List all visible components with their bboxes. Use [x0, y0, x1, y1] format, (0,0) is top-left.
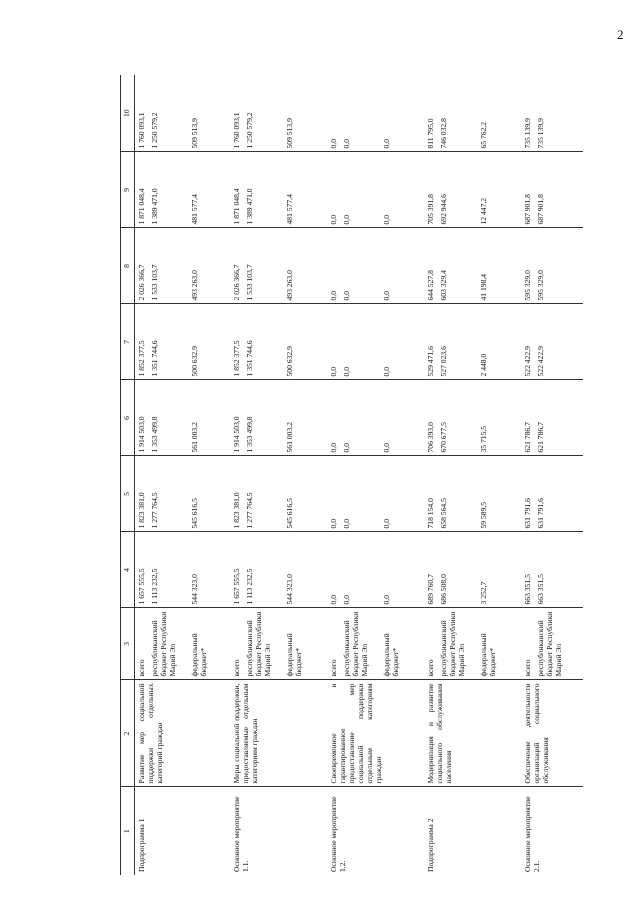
column-header: 10 [121, 75, 135, 152]
budget-table [120, 75, 583, 875]
funding-source: федеральный бюджет* [478, 633, 497, 677]
amount: 1 113 232,5 [150, 568, 159, 605]
amount: 522 422,9 [535, 346, 545, 377]
table-row [327, 75, 424, 875]
column-header: 6 [121, 380, 135, 456]
amount: 1 250 579,2 [150, 112, 159, 149]
amount: 1 389 471,0 [244, 188, 254, 225]
amount: 509 513,9 [190, 118, 199, 149]
value-cell [521, 532, 583, 608]
amount: 1 351 744,6 [244, 340, 254, 377]
amount: 811 795,0 [425, 118, 435, 149]
column-header: 3 [121, 608, 135, 680]
value-cell [327, 304, 424, 380]
column-header: 4 [121, 532, 135, 608]
amount: 1 277 764,5 [150, 492, 159, 529]
amount: 481 577,4 [190, 194, 199, 225]
amount: 692 944,6 [438, 194, 448, 225]
amount: 0,0 [328, 367, 338, 377]
funding-source-cell [327, 608, 424, 680]
amount: 0,0 [341, 367, 351, 377]
amount: 65 762,2 [478, 121, 488, 149]
amount: 1 914 503,0 [231, 416, 241, 453]
amount: 706 393,0 [425, 422, 435, 453]
value-cell [230, 152, 327, 228]
table-header-row [121, 75, 135, 875]
amount: 544 323,0 [190, 574, 199, 605]
amount: 0,0 [381, 215, 391, 225]
value-cell [424, 380, 521, 456]
amount: 1 823 381,0 [137, 492, 146, 529]
amount: 1 760 093,1 [137, 112, 146, 149]
amount: 0,0 [381, 519, 391, 529]
amount: 545 616,5 [190, 498, 199, 529]
amount: 0,0 [341, 595, 351, 605]
amount: 1 657 555,5 [231, 568, 241, 605]
amount: 2 026 366,7 [231, 264, 241, 301]
amount: 2 026 366,7 [137, 264, 146, 301]
amount: 1 353 499,8 [150, 416, 159, 453]
amount: 631 791,6 [535, 498, 545, 529]
value-cell [135, 456, 230, 532]
amount: 1 250 579,2 [244, 112, 254, 149]
amount: 663 351,5 [522, 574, 532, 605]
amount: 1 113 232,5 [244, 568, 254, 605]
column-header: 8 [121, 228, 135, 304]
amount: 527 023,6 [438, 346, 448, 377]
amount: 631 791,6 [522, 498, 532, 529]
column-header: 7 [121, 304, 135, 380]
value-cell [327, 228, 424, 304]
section-cell: Подпрограмма 1 [137, 818, 146, 872]
value-cell [135, 152, 230, 228]
funding-source: республиканский бюджет Республики Марий Эл [341, 611, 369, 677]
amount: 35 715,5 [478, 425, 488, 453]
amount: 0,0 [381, 367, 391, 377]
value-cell [424, 456, 521, 532]
funding-source: республиканский бюджет Республики Марий Эл [150, 611, 177, 677]
value-cell [521, 304, 583, 380]
amount: 1 760 093,1 [231, 112, 241, 149]
amount: 746 032,8 [438, 118, 448, 149]
value-cell [424, 228, 521, 304]
amount: 1 852 377,5 [137, 340, 146, 377]
amount: 687 901,8 [522, 194, 532, 225]
amount: 1 351 744,6 [150, 340, 159, 377]
amount: 1 871 048,4 [137, 188, 146, 225]
amount: 529 471,6 [425, 346, 435, 377]
value-cell [521, 228, 583, 304]
column-header: 5 [121, 456, 135, 532]
funding-source: республиканский бюджет Республики Марий Эл [438, 611, 466, 677]
value-cell [521, 152, 583, 228]
amount: 0,0 [328, 443, 338, 453]
funding-source-cell [230, 608, 327, 680]
amount: 0,0 [341, 291, 351, 301]
amount: 500 632,9 [190, 346, 199, 377]
amount: 0,0 [341, 519, 351, 529]
amount: 561 003,2 [284, 422, 294, 453]
funding-source-cell [135, 608, 230, 680]
table-row [135, 75, 230, 875]
amount: 0,0 [328, 519, 338, 529]
activity-name-cell: Своевременное и гарантированное предоставление мер социальной поддержки отдельным категориям граждан [327, 680, 424, 787]
amount: 41 198,4 [478, 273, 488, 301]
amount: 59 589,5 [478, 501, 488, 529]
amount: 1 657 555,5 [137, 568, 146, 605]
value-cell [230, 304, 327, 380]
amount: 509 513,9 [284, 118, 294, 149]
amount: 1 823 381,0 [231, 492, 241, 529]
value-cell [521, 75, 583, 152]
amount: 718 154,0 [425, 498, 435, 529]
column-header: 9 [121, 152, 135, 228]
funding-source: всего [328, 659, 338, 677]
section-cell: Основное мероприятие 1.1. [231, 796, 250, 872]
amount: 670 677,5 [438, 422, 448, 453]
table-row [230, 75, 327, 875]
activity-name-cell: Модернизация и развитие социального обслуживания населения [424, 680, 521, 787]
amount: 644 527,8 [425, 270, 435, 301]
column-header: 2 [121, 680, 135, 787]
amount: 481 577,4 [284, 194, 294, 225]
amount: 545 616,5 [284, 498, 294, 529]
amount: 686 508,0 [438, 574, 448, 605]
funding-source: республиканский бюджет Республики Марий Эл [244, 611, 272, 677]
value-cell [135, 380, 230, 456]
activity-name-cell: Развитие мер социальной поддержки отдельных категорий граждан [135, 680, 230, 787]
amount: 493 263,0 [190, 270, 199, 301]
amount: 595 329,0 [535, 270, 545, 301]
value-cell [230, 456, 327, 532]
amount: 500 632,9 [284, 346, 294, 377]
value-cell [327, 380, 424, 456]
section-cell: Основное мероприятие 2.1. [522, 796, 541, 872]
amount: 544 323,0 [284, 574, 294, 605]
page-number: 2 [617, 27, 624, 42]
amount: 12 447,2 [478, 197, 488, 225]
amount: 1 277 764,5 [244, 492, 254, 529]
amount: 0,0 [381, 443, 391, 453]
value-cell [424, 152, 521, 228]
amount: 0,0 [328, 595, 338, 605]
amount: 493 263,0 [284, 270, 294, 301]
value-cell [135, 532, 230, 608]
amount: 689 760,7 [425, 574, 435, 605]
amount: 705 391,8 [425, 194, 435, 225]
value-cell [135, 228, 230, 304]
column-header: 1 [121, 787, 135, 875]
amount: 1 353 499,8 [244, 416, 254, 453]
amount: 0,0 [341, 443, 351, 453]
amount: 561 003,2 [190, 422, 199, 453]
value-cell [230, 75, 327, 152]
table-row [424, 75, 521, 875]
funding-source-cell [424, 608, 521, 680]
funding-source: республиканский бюджет Республики Марий Эл [535, 611, 563, 677]
value-cell [424, 304, 521, 380]
amount: 663 351,5 [535, 574, 545, 605]
amount: 0,0 [381, 139, 391, 149]
amount: 0,0 [328, 215, 338, 225]
value-cell [327, 152, 424, 228]
value-cell [424, 532, 521, 608]
value-cell [521, 456, 583, 532]
amount: 0,0 [328, 291, 338, 301]
funding-source: всего [522, 659, 532, 677]
amount: 1 533 103,7 [150, 264, 159, 301]
amount: 522 422,9 [522, 346, 532, 377]
amount: 621 786,7 [535, 422, 545, 453]
value-cell [135, 75, 230, 152]
funding-source: всего [137, 659, 146, 677]
amount: 603 329,4 [438, 270, 448, 301]
amount: 1 914 503,0 [137, 416, 146, 453]
amount: 1 852 377,5 [231, 340, 241, 377]
value-cell [424, 75, 521, 152]
amount: 0,0 [381, 595, 391, 605]
amount: 2 448,0 [478, 353, 488, 377]
funding-source: федеральный бюджет* [284, 633, 303, 677]
value-cell [521, 380, 583, 456]
activity-name-cell: Меры социальной поддержки, предоставляемые отдельным категориям граждан [230, 680, 327, 787]
amount: 595 329,0 [522, 270, 532, 301]
amount: 0,0 [341, 139, 351, 149]
value-cell [230, 532, 327, 608]
amount: 735 139,9 [535, 118, 545, 149]
value-cell [230, 380, 327, 456]
funding-source-cell [521, 608, 583, 680]
amount: 0,0 [341, 215, 351, 225]
amount: 0,0 [328, 139, 338, 149]
value-cell [230, 228, 327, 304]
table-row [521, 75, 583, 875]
amount: 621 786,7 [522, 422, 532, 453]
value-cell [135, 304, 230, 380]
section-cell: Подпрограмма 2 [425, 818, 435, 872]
value-cell [327, 456, 424, 532]
amount: 687 901,8 [535, 194, 545, 225]
amount: 1 389 471,0 [150, 188, 159, 225]
amount: 735 139,9 [522, 118, 532, 149]
amount: 1 871 048,4 [231, 188, 241, 225]
amount: 658 564,5 [438, 498, 448, 529]
funding-source: всего [425, 659, 435, 677]
value-cell [327, 75, 424, 152]
activity-name-cell: Обеспечение деятельности организаций социального обслуживания [521, 680, 583, 787]
amount: 1 533 103,7 [244, 264, 254, 301]
funding-source: федеральный бюджет* [190, 633, 208, 677]
funding-source: федеральный бюджет* [381, 633, 400, 677]
section-cell: Основное мероприятие 1.2. [328, 796, 347, 872]
funding-source: всего [231, 659, 241, 677]
amount: 0,0 [381, 291, 391, 301]
value-cell [327, 532, 424, 608]
amount: 3 252,7 [478, 581, 488, 605]
